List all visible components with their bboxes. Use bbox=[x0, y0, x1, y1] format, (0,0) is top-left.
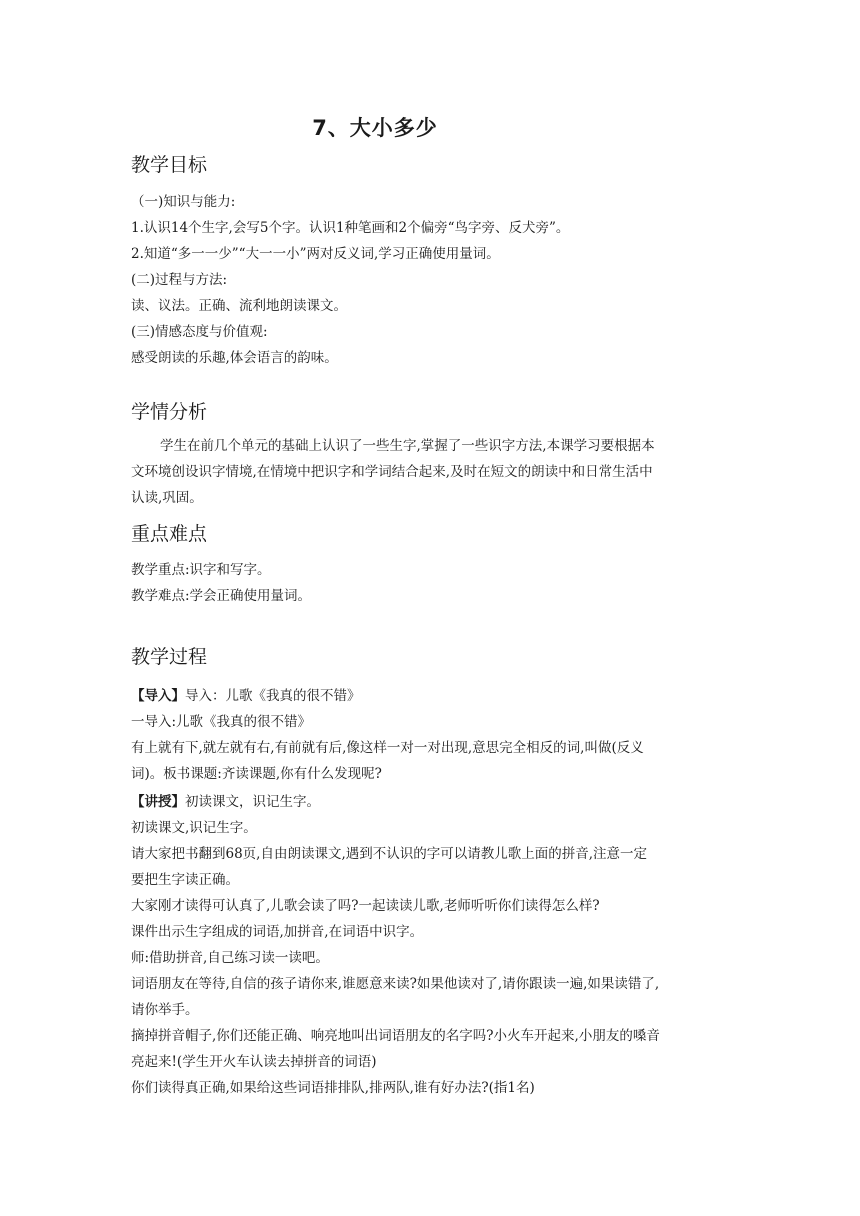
teach-line: 请大家把书翻到68页,自由朗读课文,遇到不认识的字可以请教儿歌上面的拼音,注意一定 bbox=[131, 846, 648, 862]
intro-tag: 【导入】 bbox=[131, 688, 185, 704]
teach-title: 初读课文，识记生字。 bbox=[185, 794, 320, 810]
goals-line: 2.知道“多一一少”“大一一小”两对反义词,学习正确使用量词。 bbox=[131, 246, 500, 262]
analysis-line: 文环境创设识字情境,在情境中把识字和学词结合起来,及时在短文的朗读中和日常生活中 bbox=[131, 464, 653, 480]
heading-teaching-process: 教学过程 bbox=[131, 646, 208, 668]
teach-line: 词语朋友在等待,自信的孩子请你来,谁愿意来读?如果他读对了,请你跟读一遍,如果读错了, bbox=[131, 976, 660, 992]
intro-line: 词)。板书课题:齐读课题,你有什么发现呢? bbox=[131, 766, 382, 782]
goals-line: 读、议法。正确、流利地朗读课文。 bbox=[131, 298, 347, 314]
intro-heading-line bbox=[131, 683, 743, 709]
intro-line: 有上就有下,就左就有右,有前就有后,像这样一对一对出现,意思完全相反的词,叫做(反义 bbox=[131, 740, 644, 756]
teach-line: 初读课文,识记生字。 bbox=[131, 820, 257, 836]
heading-key-points: 重点难点 bbox=[131, 523, 208, 545]
analysis-line: 认读,巩固。 bbox=[131, 490, 203, 506]
keypoints-line: 教学重点:识字和写字。 bbox=[131, 562, 271, 578]
goals-line: (二)过程与方法: bbox=[131, 272, 228, 288]
heading-teaching-goals: 教学目标 bbox=[131, 154, 208, 176]
goals-line: (三)情感态度与价值观: bbox=[131, 324, 268, 340]
teach-tag: 【讲授】 bbox=[131, 794, 185, 810]
teach-line: 你们读得真正确,如果给这些词语排排队,排两队,谁有好办法?(指1名) bbox=[131, 1080, 535, 1096]
teach-line: 要把生字读正确。 bbox=[131, 872, 239, 888]
teach-line: 请你举手。 bbox=[131, 1002, 199, 1018]
teach-line: 课件出示生字组成的词语,加拼音,在词语中识字。 bbox=[131, 924, 424, 940]
teach-line: 大家刚才读得可认真了,儿歌会读了吗?一起读读儿歌,老师听听你们读得怎么样? bbox=[131, 898, 600, 914]
goals-line: 1.认识14个生字,会写5个字。认识1种笔画和2个偏旁“鸟字旁、反犬旁”。 bbox=[131, 220, 570, 236]
teach-line: 摘掉拼音帽子,你们还能正确、响亮地叫出词语朋友的名字吗?小火车开起来,小朋友的嗓音 bbox=[131, 1028, 660, 1044]
goals-line: 感受朗读的乐趣,体会语言的韵味。 bbox=[131, 350, 338, 366]
teach-heading-line bbox=[131, 789, 743, 815]
document-title: 7、大小多少 bbox=[312, 116, 438, 140]
intro-title: 导入：儿歌《我真的很不错》 bbox=[185, 688, 361, 704]
keypoints-line: 教学难点:学会正确使用量词。 bbox=[131, 588, 312, 604]
analysis-line: 学生在前几个单元的基础上认识了一些生字,掌握了一些识字方法,本课学习要根据本 bbox=[160, 438, 655, 454]
intro-line: 一导入:儿歌《我真的很不错》 bbox=[131, 714, 312, 730]
heading-student-analysis: 学情分析 bbox=[131, 401, 208, 423]
goals-line: （一)知识与能力: bbox=[131, 194, 236, 210]
teach-line: 亮起来!(学生开火车认读去掉拼音的词语) bbox=[131, 1054, 377, 1070]
teach-line: 师:借助拼音,自己练习读一读吧。 bbox=[131, 950, 329, 966]
